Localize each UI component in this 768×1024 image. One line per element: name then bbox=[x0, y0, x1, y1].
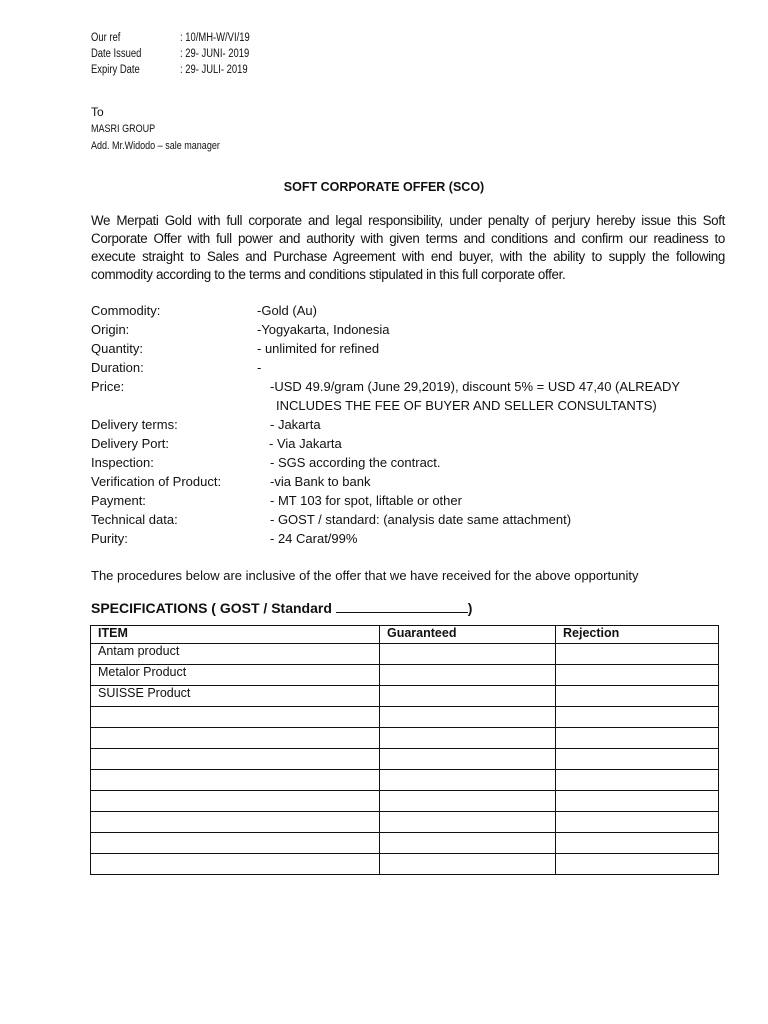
guaranteed-cell bbox=[380, 749, 556, 770]
detail-value-continued: INCLUDES THE FEE OF BUYER AND SELLER CONSULTANTS) bbox=[276, 398, 657, 413]
header-item: ITEM bbox=[91, 626, 380, 644]
guaranteed-cell bbox=[380, 665, 556, 686]
item-cell bbox=[91, 791, 380, 812]
detail-label: Verification of Product: bbox=[91, 474, 222, 489]
guaranteed-cell bbox=[380, 833, 556, 854]
detail-value: - SGS according the contract. bbox=[270, 455, 441, 470]
detail-value: -Yogyakarta, Indonesia bbox=[257, 322, 390, 337]
intro-paragraph: We Merpati Gold with full corporate and legal responsibility, under penalty of perjury hereby issue this Soft Corporate Offer with full power and authority with given terms and conditions and confirm our readiness to execute straight to Sales and Purchase Agreement with end buyer, with the ability to supply the following commodity according to the terms and conditions stipulated in this full corporate offer. bbox=[91, 213, 725, 282]
item-cell bbox=[91, 728, 380, 749]
table-row bbox=[91, 812, 719, 833]
guaranteed-cell bbox=[380, 791, 556, 812]
detail-label: Price: bbox=[91, 379, 125, 394]
detail-value: - Via Jakarta bbox=[269, 436, 342, 451]
our-ref-label: Our ref bbox=[91, 32, 121, 44]
detail-value: - MT 103 for spot, liftable or other bbox=[270, 493, 462, 508]
header-rejection: Rejection bbox=[556, 626, 719, 644]
recipient-block bbox=[91, 104, 248, 154]
detail-label: Delivery Port: bbox=[91, 436, 170, 451]
our-ref-row bbox=[91, 30, 265, 46]
guaranteed-cell bbox=[380, 770, 556, 791]
table-row bbox=[91, 644, 719, 665]
specifications-table bbox=[90, 625, 719, 875]
standard-blank-line bbox=[336, 600, 468, 613]
item-cell bbox=[91, 770, 380, 791]
item-cell bbox=[91, 812, 380, 833]
rejection-cell bbox=[556, 728, 719, 749]
table-row bbox=[91, 728, 719, 749]
guaranteed-cell bbox=[380, 644, 556, 665]
guaranteed-cell bbox=[380, 728, 556, 749]
table-row bbox=[91, 791, 719, 812]
detail-label: Origin: bbox=[91, 322, 130, 337]
detail-label: Quantity: bbox=[91, 341, 144, 356]
detail-value: - Jakarta bbox=[270, 417, 321, 432]
reference-block bbox=[91, 30, 265, 78]
recipient-company: MASRI GROUP bbox=[91, 123, 156, 135]
expiry-date-row bbox=[91, 62, 265, 78]
item-cell bbox=[91, 749, 380, 770]
rejection-cell bbox=[556, 791, 719, 812]
document-title: SOFT CORPORATE OFFER (SCO) bbox=[283, 180, 485, 194]
rejection-cell bbox=[556, 770, 719, 791]
detail-value: - bbox=[257, 360, 262, 375]
detail-value: - GOST / standard: (analysis date same attachment) bbox=[270, 512, 572, 527]
guaranteed-cell bbox=[380, 707, 556, 728]
date-issued-row bbox=[91, 46, 265, 62]
detail-label: Purity: bbox=[91, 531, 128, 546]
detail-value: -Gold (Au) bbox=[257, 303, 317, 318]
rejection-cell bbox=[556, 644, 719, 665]
to-label: To bbox=[91, 105, 104, 119]
table-row bbox=[91, 833, 719, 854]
date-issued-label: Date Issued bbox=[91, 48, 142, 60]
expiry-date-value: : 29- JULI- 2019 bbox=[180, 64, 248, 76]
table-row bbox=[91, 749, 719, 770]
item-cell: Metalor Product bbox=[91, 665, 380, 686]
rejection-cell bbox=[556, 749, 719, 770]
detail-label: Payment: bbox=[91, 493, 146, 508]
our-ref-value: : 10/MH-W/VI/19 bbox=[180, 32, 250, 44]
header-guaranteed: Guaranteed bbox=[380, 626, 556, 644]
item-cell bbox=[91, 707, 380, 728]
rejection-cell bbox=[556, 665, 719, 686]
rejection-cell bbox=[556, 812, 719, 833]
recipient-attention: Add. Mr.Widodo – sale manager bbox=[91, 140, 220, 152]
detail-value: -USD 49.9/gram (June 29,2019), discount 5% = USD 47,40 (ALREADY bbox=[270, 379, 681, 394]
item-cell: SUISSE Product bbox=[91, 686, 380, 707]
item-cell: Antam product bbox=[91, 644, 380, 665]
detail-value: -via Bank to bank bbox=[270, 474, 371, 489]
expiry-date-label: Expiry Date bbox=[91, 64, 140, 76]
specifications-heading-end: ) bbox=[467, 600, 473, 616]
specifications-heading-text: SPECIFICATIONS ( GOST / Standard bbox=[91, 600, 336, 616]
guaranteed-cell bbox=[380, 812, 556, 833]
detail-value: - 24 Carat/99% bbox=[270, 531, 358, 546]
table-row bbox=[91, 854, 719, 875]
detail-label: Delivery terms: bbox=[91, 417, 178, 432]
detail-label: Inspection: bbox=[91, 455, 154, 470]
rejection-cell bbox=[556, 707, 719, 728]
item-cell bbox=[91, 854, 380, 875]
rejection-cell bbox=[556, 854, 719, 875]
table-header-row bbox=[91, 626, 719, 644]
procedures-note: The procedures below are inclusive of the offer that we have received for the above opportunity bbox=[91, 568, 639, 583]
table-row bbox=[91, 770, 719, 791]
guaranteed-cell bbox=[380, 854, 556, 875]
rejection-cell bbox=[556, 833, 719, 854]
specifications-heading bbox=[91, 600, 472, 616]
detail-label: Duration: bbox=[91, 360, 144, 375]
detail-value: - unlimited for refined bbox=[257, 341, 380, 356]
detail-label: Commodity: bbox=[91, 303, 161, 318]
table-row bbox=[91, 665, 719, 686]
guaranteed-cell bbox=[380, 686, 556, 707]
table-row bbox=[91, 707, 719, 728]
item-cell bbox=[91, 833, 380, 854]
date-issued-value: : 29- JUNI- 2019 bbox=[180, 48, 250, 60]
detail-label: Technical data: bbox=[91, 512, 178, 527]
rejection-cell bbox=[556, 686, 719, 707]
table-row bbox=[91, 686, 719, 707]
